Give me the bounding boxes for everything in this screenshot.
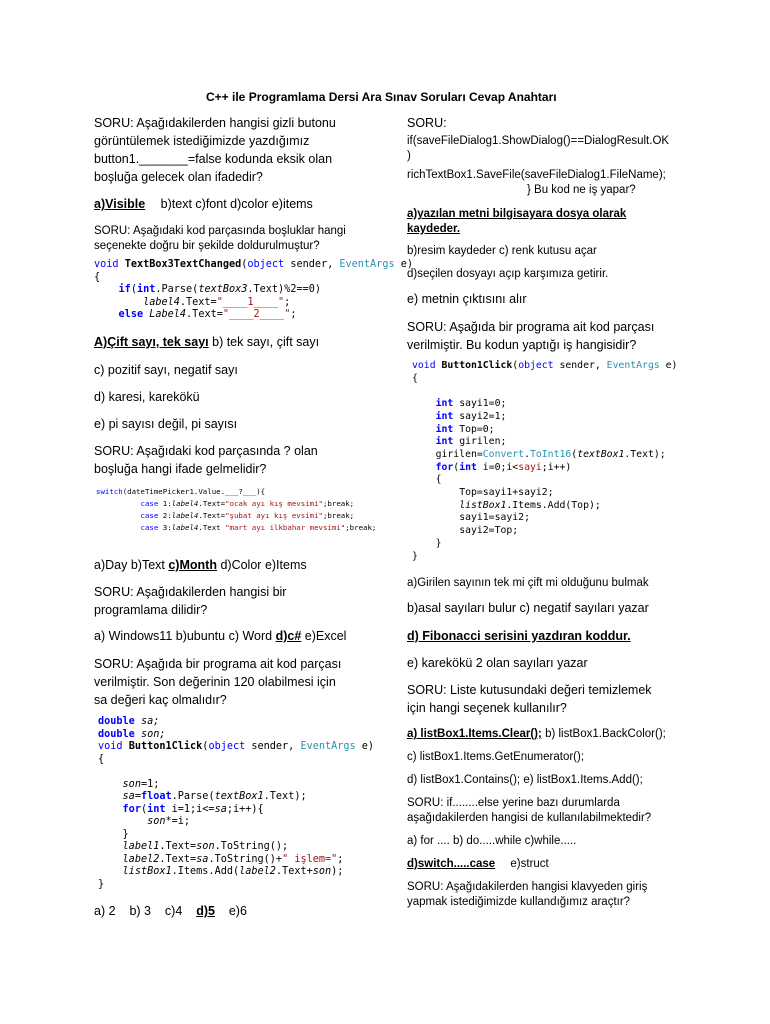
- code-line: son=1;: [122, 778, 160, 790]
- code-line: }: [435, 537, 442, 549]
- code-line: }: [122, 828, 129, 840]
- option-b: b) tek sayı, çift sayı: [212, 335, 320, 349]
- option-d: d) karesi, karekökü: [94, 390, 200, 404]
- question-line: SORU: Aşağıdaki kod parçasında boşluklar hangi: [94, 225, 346, 237]
- option-c: c) listBox1.Items.GetEnumerator();: [407, 751, 585, 763]
- option-e: e)Excel: [304, 629, 347, 643]
- code-line: void Button1Click(object sender, EventArgs e): [98, 741, 375, 752]
- question-9-options-de: [407, 857, 549, 872]
- question-line: if(saveFileDialog1.ShowDialog()==DialogResult.OK: [407, 135, 670, 147]
- code-line: {: [94, 271, 101, 283]
- question-line: boşluğa gelecek olan ifadedir?: [94, 170, 263, 184]
- code-line: for(int i=1;i<=sa;i++){: [122, 803, 264, 815]
- question-line: SORU: Liste kutusundaki değeri temizlemek: [407, 683, 652, 697]
- code-line: son*=i;: [147, 816, 191, 827]
- option-a: a)Girilen sayının tek mi çift mi olduğunu bulmak: [407, 577, 649, 589]
- question-line: verilmiştir. Bu kodun yaptığı iş hangisidir?: [407, 338, 637, 352]
- question-9: [407, 796, 651, 826]
- correct-answer: a)yazılan metni bilgisayara dosya olarak kaydeder.: [407, 208, 627, 235]
- code-line: label4.Text="____1____";: [143, 296, 291, 308]
- option-e: e)6: [228, 904, 247, 918]
- question-line: SORU: Aşağıda bir programa ait kod parçası: [407, 320, 655, 334]
- question-8-options-ab: [407, 727, 666, 742]
- code-line: void TextBox3TextChanged(object sender, EventArgs e): [94, 259, 413, 270]
- option-c: c) pozitif sayı, negatif sayı: [94, 363, 238, 377]
- code-line: double son;: [98, 728, 166, 740]
- option-b: b) 3: [129, 904, 151, 918]
- code-line: {: [412, 372, 418, 384]
- correct-answer: a) listBox1.Items.Clear();: [407, 728, 542, 740]
- code-line: {: [98, 753, 105, 765]
- option-b: b)Text: [130, 558, 165, 572]
- question-line: SORU: Aşağıdaki kod parçasında ? olan: [94, 444, 318, 458]
- question-line: verilmiştir. Son değerinin 120 olabilmesi için: [94, 675, 336, 689]
- option-abc: a) for .... b) do.....while c)while.....: [407, 835, 577, 847]
- question-line: SORU: Aşağıdakilerden hangisi bir: [94, 585, 287, 599]
- code-line: int Top=0;: [435, 423, 495, 435]
- correct-answer: d)c#: [275, 629, 302, 643]
- code-line: label2.Text=sa.ToString()+" işlem=";: [122, 853, 344, 865]
- question-5-options: [94, 902, 247, 920]
- code-line: label1.Text=son.ToString();: [122, 841, 289, 852]
- code-line: double sa;: [98, 716, 160, 727]
- correct-answer: d) Fibonacci serisini yazdıran koddur.: [407, 629, 631, 643]
- option-e: e) metnin çıktısını alır: [407, 292, 527, 306]
- option-a: a)Day: [94, 558, 128, 572]
- question-line: aşağıdakilerden hangisi de kullanılabilmektedir?: [407, 812, 652, 824]
- question-line: SORU: if........else yerine bazı durumlarda: [407, 797, 620, 809]
- code-line: [98, 766, 374, 779]
- question-3: [94, 442, 318, 478]
- question-line: SORU: Aşağıdakilerden hangisi klavyeden giriş: [407, 881, 648, 893]
- option-e: e) karekökü 2 olan sayıları yazar: [407, 656, 588, 670]
- options-text: b)text c)font d)color e)items: [160, 197, 313, 211]
- question-line: sa değeri kaç olmalıdır?: [94, 693, 227, 707]
- correct-answer: a)Visible: [94, 197, 146, 211]
- question-5: [94, 655, 341, 709]
- question-10: [407, 880, 647, 910]
- code-line: switch(dateTimePicker1.Value.___?___){: [96, 487, 266, 496]
- code-line: {: [435, 474, 442, 486]
- correct-answer: A)Çift sayı, tek sayı: [94, 335, 209, 349]
- code-snippet-switch: [96, 486, 376, 534]
- question-line: ): [407, 150, 411, 162]
- question-line: boşluğa hangi ifade gelmelidir?: [94, 462, 267, 476]
- code-snippet-factorial: [98, 716, 374, 891]
- code-line: case 1:label4.Text="ocak ayı kış mevsimi";break;: [140, 499, 355, 508]
- code-line: int sayi2=1;: [435, 410, 507, 422]
- correct-answer: d)5: [196, 904, 215, 918]
- code-line: if(int.Parse(textBox3.Text)%2==0): [118, 284, 321, 295]
- option-bc: b)asal sayıları bulur c) negatif sayıları yazar: [407, 601, 649, 615]
- option-d: d)Color: [220, 558, 262, 572]
- correct-answer: d)switch.....case: [407, 858, 496, 870]
- correct-answer: c)Month: [168, 558, 217, 572]
- code-line: int sayi1=0;: [435, 398, 507, 410]
- code-line: [412, 385, 677, 398]
- options-text: a) Windows11 b)ubuntu c) Word: [94, 629, 273, 643]
- code-line: listBox1.Items.Add(Top);: [459, 499, 601, 511]
- code-line: }: [412, 550, 418, 562]
- question-line: için hangi seçenek kullanılır?: [407, 701, 567, 715]
- code-line: int girilen;: [435, 436, 507, 448]
- question-1: [94, 114, 336, 186]
- code-line: sayi1=sayi2;: [459, 512, 530, 524]
- code-line: sayi2=Top;: [459, 525, 519, 537]
- question-line: yapmak istediğimizde kullandığımız araçtır?: [407, 896, 631, 908]
- option-a: a) 2: [94, 904, 116, 918]
- question-2: [94, 224, 346, 254]
- option-de: d) listBox1.Contains(); e) listBox1.Items.Add();: [407, 774, 643, 786]
- question-line: button1._______=false kodunda eksik olan: [94, 152, 333, 166]
- code-line: case 3:label4.Text "mart ayı ilkbahar mevsimi";break;: [140, 523, 377, 532]
- option-e: e)Items: [264, 558, 307, 572]
- question-6-code: [407, 134, 669, 164]
- code-line: sa=float.Parse(textBox1.Text);: [122, 791, 307, 802]
- question-line: SORU: Aşağıda bir programa ait kod parçası: [94, 657, 342, 671]
- question-4: [94, 583, 286, 619]
- option-e: e)struct: [510, 858, 549, 870]
- question-6-code-2: richTextBox1.SaveFile(saveFileDialog1.FileName);: [407, 169, 666, 181]
- question-1-options: [94, 195, 313, 213]
- question-line: programlama dilidir?: [94, 603, 208, 617]
- code-snippet-fibonacci: [412, 360, 677, 563]
- option-bc: b)resim kaydeder c) renk kutusu açar: [407, 245, 597, 257]
- question-line: seçenekte doğru bir şekilde doldurulmuştur?: [94, 240, 320, 252]
- question-3-options: [94, 556, 307, 574]
- code-line: void Button1Click(object sender, EventArgs e): [412, 360, 678, 371]
- option-c: c)4: [164, 904, 183, 918]
- option-d: d)seçilen dosyayı açıp karşımıza getirir.: [407, 268, 609, 280]
- option-b: b) listBox1.BackColor();: [545, 728, 666, 740]
- question-6-prompt: } Bu kod ne iş yapar?: [527, 184, 636, 196]
- code-line: listBox1.Items.Add(label2.Text+son);: [122, 866, 344, 877]
- page-title: C++ ile Programlama Dersi Ara Sınav Soruları Cevap Anahtarı: [206, 90, 557, 104]
- code-line: for(int i=0;i<sayi;i++): [435, 461, 572, 473]
- question-6-label: SORU:: [407, 116, 447, 130]
- code-line: girilen=Convert.ToInt16(textBox1.Text);: [435, 448, 666, 460]
- question-line: SORU: Aşağıdakilerden hangisi gizli butonu: [94, 116, 336, 130]
- code-snippet-textchanged: [94, 259, 413, 322]
- question-7: [407, 318, 654, 354]
- code-line: Top=sayi1+sayi2;: [459, 487, 554, 499]
- option-e: e) pi sayısı değil, pi sayısı: [94, 417, 238, 431]
- code-line: }: [98, 878, 105, 890]
- question-line: görüntülemek istediğimizde yazdığımız: [94, 134, 310, 148]
- code-line: case 2:label4.Text="şubat ayı kış evsimi";break;: [140, 511, 355, 520]
- question-8: [407, 681, 652, 717]
- question-4-options: [94, 627, 346, 645]
- question-2-option-ab: [94, 333, 319, 351]
- code-line: else Label4.Text="____2____";: [118, 309, 297, 320]
